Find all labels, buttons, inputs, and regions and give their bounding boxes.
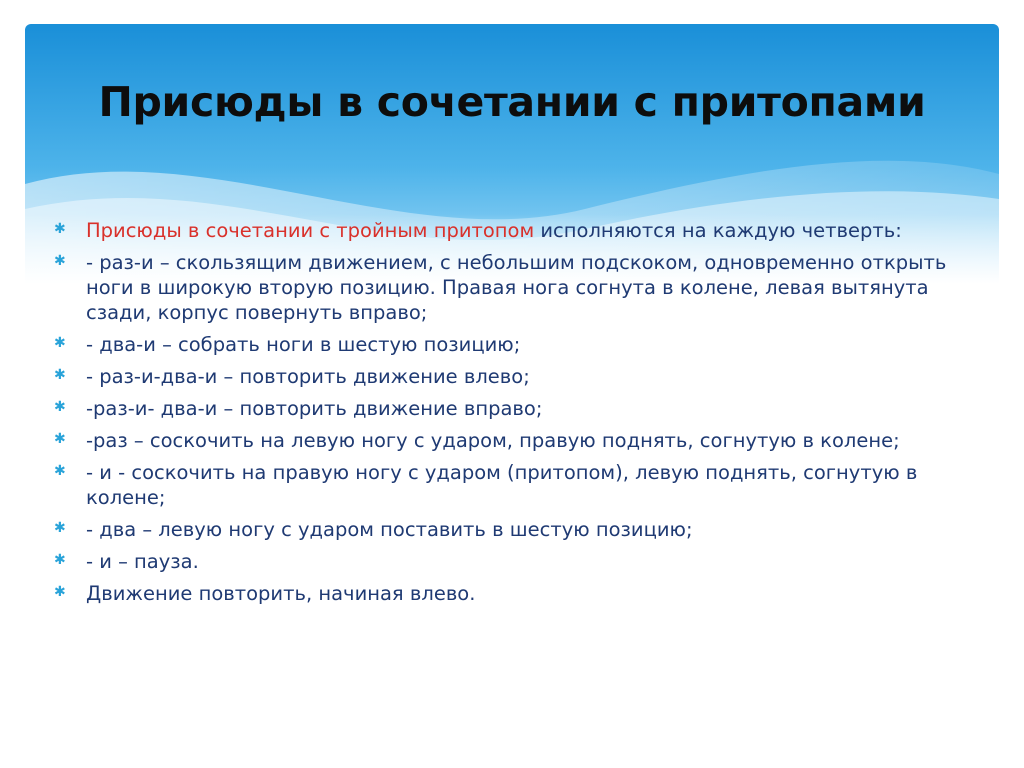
list-item-text: -раз – соскочить на левую ногу с ударом, правую поднять, согнутую в колене; <box>86 429 900 452</box>
highlighted-text: Присюды в сочетании с тройным притопом <box>86 219 535 242</box>
list-item <box>52 332 962 357</box>
list-item <box>52 428 962 453</box>
asterisk-bullet-icon: ✱ <box>54 367 66 383</box>
list-item-text: -раз-и- два-и – повторить движение вправо; <box>86 397 543 420</box>
list-item-text: исполняются на каждую четверть: <box>534 219 902 242</box>
asterisk-bullet-icon: ✱ <box>54 520 66 536</box>
list-item-text: - и – пауза. <box>86 550 199 573</box>
asterisk-bullet-icon: ✱ <box>54 584 66 600</box>
list-item-text: - два – левую ногу с ударом поставить в шестую позицию; <box>86 518 693 541</box>
list-item <box>52 364 962 389</box>
list-item <box>52 581 962 606</box>
asterisk-bullet-icon: ✱ <box>54 552 66 568</box>
list-item <box>52 517 962 542</box>
asterisk-bullet-icon: ✱ <box>54 431 66 447</box>
list-item <box>52 218 962 243</box>
list-item-text: - раз-и-два-и – повторить движение влево; <box>86 365 530 388</box>
list-item <box>52 549 962 574</box>
list-item-text: - раз-и – скользящим движением, с небольшим подскоком, одновременно открыть ноги в широкую вторую позицию. Правая нога согнута в колене, левая вытянута сзади, корпус повернуть вправо; <box>86 251 947 324</box>
asterisk-bullet-icon: ✱ <box>54 221 66 237</box>
list-item-text: - два-и – собрать ноги в шестую позицию; <box>86 333 521 356</box>
list-item <box>52 396 962 421</box>
asterisk-bullet-icon: ✱ <box>54 335 66 351</box>
list-item <box>52 460 962 510</box>
asterisk-bullet-icon: ✱ <box>54 399 66 415</box>
list-item-text: - и - соскочить на правую ногу с ударом (притопом), левую поднять, согнутую в колене; <box>86 461 918 509</box>
list-item-text: Движение повторить, начиная влево. <box>86 582 476 605</box>
bullet-list <box>52 218 962 613</box>
asterisk-bullet-icon: ✱ <box>54 253 66 269</box>
asterisk-bullet-icon: ✱ <box>54 463 66 479</box>
list-item <box>52 250 962 325</box>
slide-title: Присюды в сочетании с притопами <box>98 78 926 126</box>
